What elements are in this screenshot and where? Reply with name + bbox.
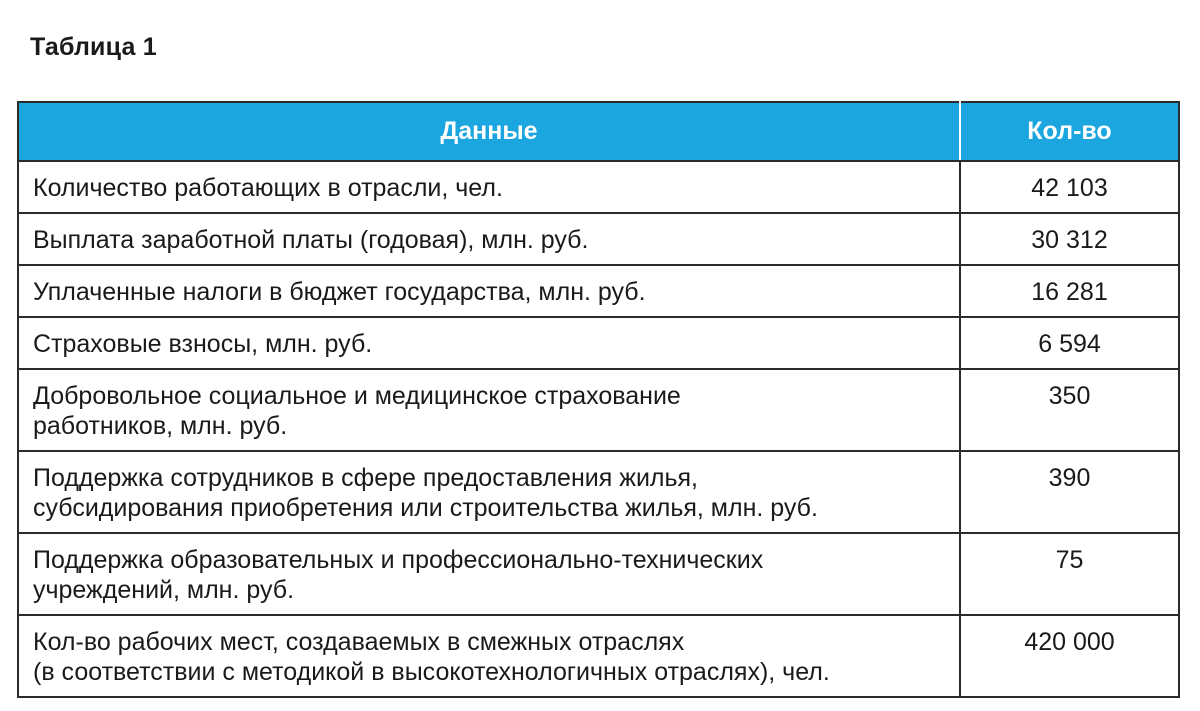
row-value: 6 594 (960, 317, 1179, 369)
row-label: Страховые взносы, млн. руб. (18, 317, 960, 369)
table-row (18, 615, 1179, 697)
table-row (18, 265, 1179, 317)
row-label-line: (в соответствии с методикой в высокотехнологичных отраслях), чел. (33, 658, 830, 686)
table-row (18, 451, 1179, 533)
row-label (18, 451, 960, 533)
data-table (17, 101, 1180, 698)
table-row (18, 533, 1179, 615)
column-header-quantity: Кол-во (960, 102, 1179, 161)
table-caption: Таблица 1 (30, 33, 157, 61)
row-label: Выплата заработной платы (годовая), млн. руб. (18, 213, 960, 265)
table-row (18, 317, 1179, 369)
row-label (18, 533, 960, 615)
table-row (18, 161, 1179, 213)
row-label-line: работников, млн. руб. (33, 412, 288, 440)
row-label-line: Поддержка образовательных и профессионально-технических (33, 546, 764, 574)
row-label: Количество работающих в отрасли, чел. (18, 161, 960, 213)
row-label-line: Кол-во рабочих мест, создаваемых в смежных отраслях (33, 628, 685, 656)
table-row (18, 369, 1179, 451)
table-header-row (18, 102, 1179, 161)
row-value: 390 (960, 451, 1179, 533)
row-label (18, 369, 960, 451)
row-value: 16 281 (960, 265, 1179, 317)
row-value: 75 (960, 533, 1179, 615)
row-value: 30 312 (960, 213, 1179, 265)
row-label: Уплаченные налоги в бюджет государства, млн. руб. (18, 265, 960, 317)
row-value: 420 000 (960, 615, 1179, 697)
row-label-line: Добровольное социальное и медицинское страхование (33, 382, 681, 410)
row-label-line: субсидирования приобретения или строительства жилья, млн. руб. (33, 494, 818, 522)
row-label-line: Поддержка сотрудников в сфере предоставления жилья, (33, 464, 699, 492)
row-value: 42 103 (960, 161, 1179, 213)
row-label (18, 615, 960, 697)
row-value: 350 (960, 369, 1179, 451)
row-label-line: учреждений, млн. руб. (33, 576, 295, 604)
table-row (18, 213, 1179, 265)
column-header-data: Данные (18, 102, 960, 161)
